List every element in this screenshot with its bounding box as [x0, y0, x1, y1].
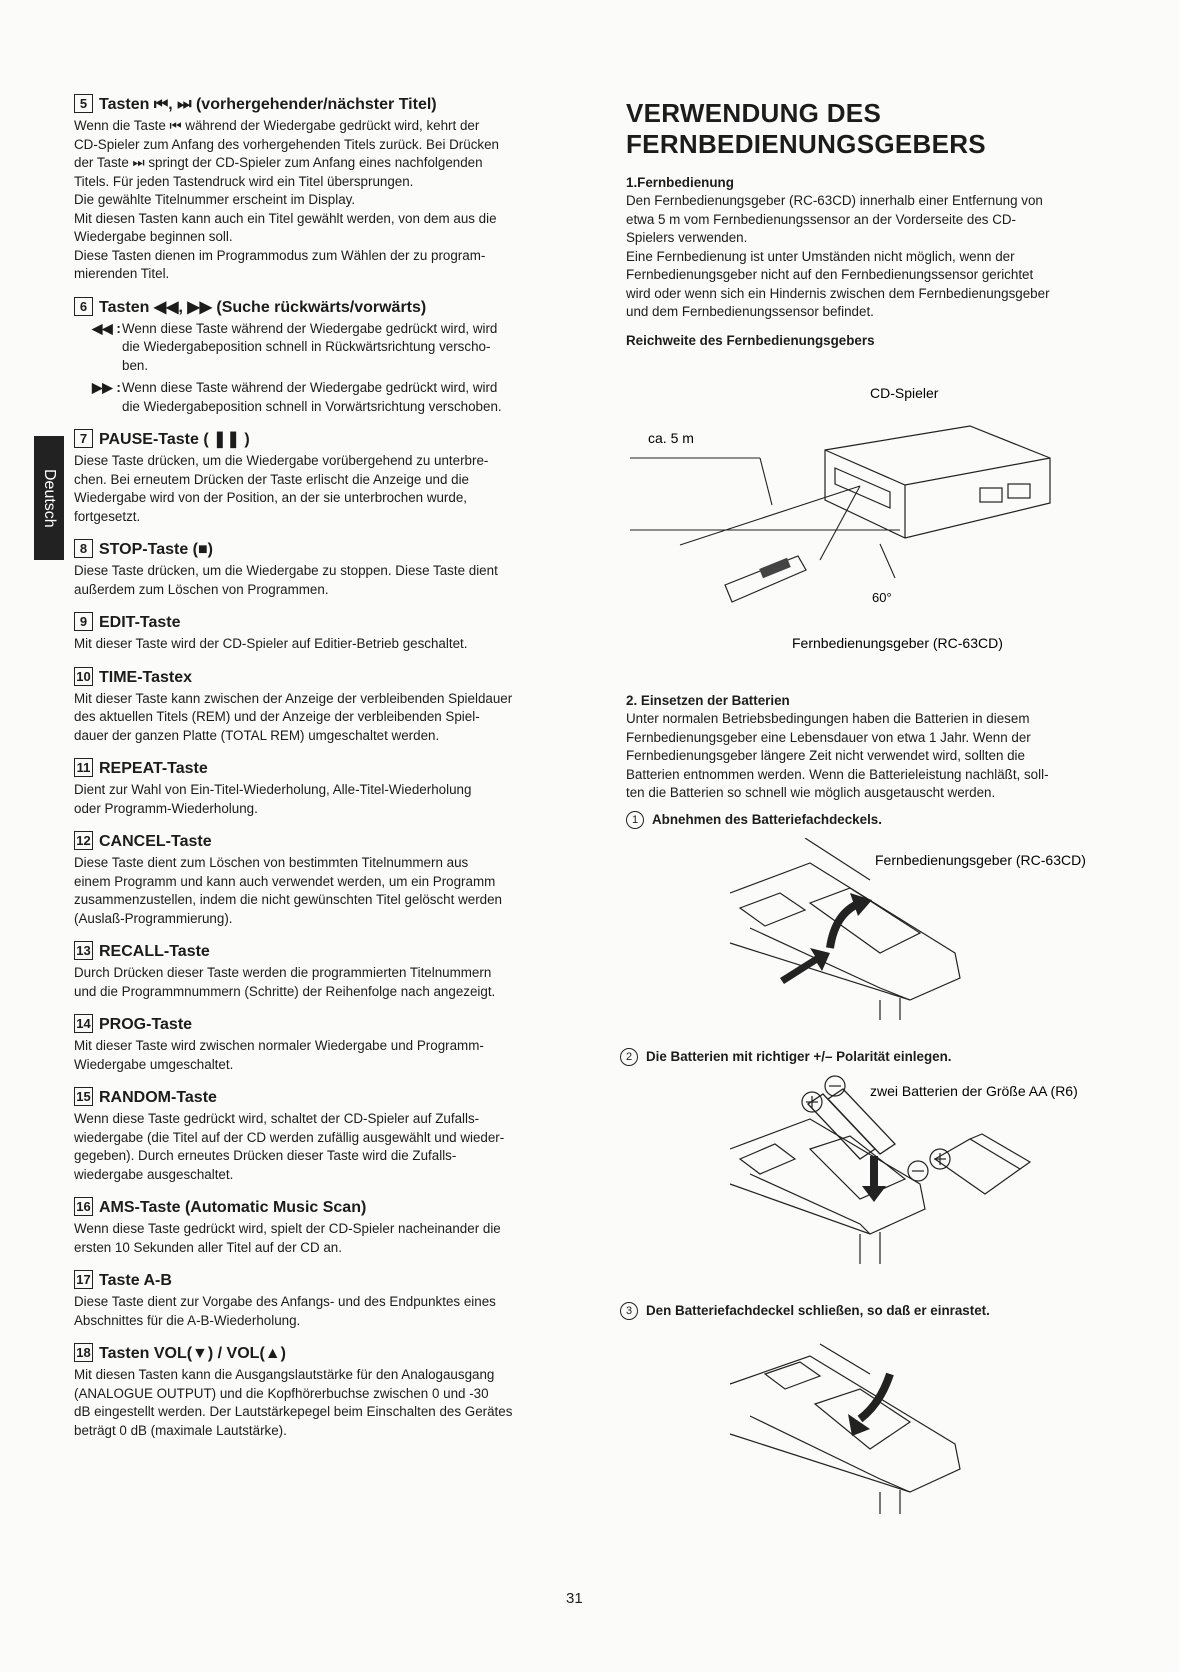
battery-paragraph: Unter normalen Betriebsbedingungen haben die Batterien in diesem Fernbedienungsgeber eine Lebensdauer von etwa 1 Jahr. Wenn der Fernbedienungsgeber längere Zeit nicht verwendet wird, sollten die Batterien entnommen werden. Wenn die Batterieleistung nachläßt, soll- ten die Batterien so schnell wie möglich ausgetauscht werden. [626, 711, 1049, 800]
section-title: Tasten ◀◀, ▶▶ (Suche rückwärts/vorwärts) [99, 298, 427, 316]
section-title: EDIT-Taste [99, 614, 181, 631]
section-body: Dient zur Wahl von Ein-Titel-Wiederholung, Alle-Titel-Wiederholung oder Programm-Wiederholung. [74, 782, 472, 816]
section-body: Diese Taste dient zum Löschen von bestimmten Titelnummern aus einem Programm und kann auch verwendet werden, um ein Programm zusammenzustellen, indem die nicht gewünschten Titel gelöscht werden (Auslaß-Programmierung). [74, 855, 502, 926]
section-body: Mit dieser Taste wird zwischen normaler Wiedergabe und Programm- Wiedergabe umgeschaltet. [74, 1038, 484, 1072]
section-title: RANDOM-Taste [99, 1089, 217, 1106]
section-9 [74, 612, 574, 654]
section-number: 7 [74, 429, 93, 448]
section-title: PROG-Taste [99, 1016, 193, 1033]
step-text: Abnehmen des Batteriefachdeckels. [652, 811, 882, 827]
insert-batteries-figure [720, 1074, 1120, 1264]
section-8 [74, 539, 574, 599]
section-10 [74, 667, 574, 746]
section-number: 9 [74, 612, 93, 631]
section-12 [74, 831, 574, 928]
rewind-text: Wenn diese Taste während der Wiedergabe gedrückt wird, wird die Wiedergabeposition schnell in Rückwärtsrichtung verscho- ben. [122, 320, 498, 373]
cd-player-drawing [825, 426, 1050, 538]
remote-control-icon [725, 556, 806, 602]
lift-arrow-icon [830, 893, 872, 948]
section-body: Wenn diese Taste gedrückt wird, schaltet der CD-Spieler auf Zufalls- wiedergabe (die Titel auf der CD werden zufällig ausgewählt und wieder- gegeben). Durch erneutes Drücken dieser Taste wird die Zufalls- wiedergabe ausgeschaltet. [74, 1111, 505, 1182]
step-number: 3 [620, 1302, 638, 1320]
step-number: 1 [626, 811, 644, 829]
range-lines [630, 458, 900, 578]
section-title: STOP-Taste (■) [99, 541, 213, 558]
section-body: Diese Taste dient zur Vorgabe des Anfangs- und des Endpunktes eines Abschnittes für die A-B-Wiederholung. [74, 1294, 496, 1328]
section-title: PAUSE-Taste ( ❚❚ ) [99, 431, 250, 448]
section-number: 13 [74, 941, 93, 960]
left-column [74, 94, 574, 1453]
battery-section [626, 688, 1120, 829]
section-11 [74, 758, 574, 818]
range-heading: Reichweite des Fernbedienungsgebers [626, 332, 875, 348]
section-body: Diese Taste drücken, um die Wiedergabe zu stoppen. Diese Taste dient außerdem zum Löschen von Programmen. [74, 563, 498, 597]
range-figure [620, 380, 1060, 655]
section-number: 6 [74, 297, 93, 316]
section-body: Mit dieser Taste kann zwischen der Anzeige der verbleibenden Spieldauer des aktuellen Titels (REM) und der Anzeige der verbleibenden Spiel- dauer der ganzen Platte (TOTAL REM) umgeschaltet werden. [74, 690, 513, 743]
section-5 [74, 94, 574, 284]
angle-label: 60° [872, 590, 892, 605]
forward-text: Wenn diese Taste während der Wiedergabe gedrückt wird, wird die Wiedergabeposition schnell in Vorwärtsrichtung verschoben. [122, 380, 502, 414]
section-title: Taste A-B [99, 1272, 172, 1289]
section-body: Wenn diese Taste gedrückt wird, spielt der CD-Spieler nacheinander die ersten 10 Sekunden aller Titel auf der CD an. [74, 1221, 501, 1255]
page-number: 31 [566, 1590, 583, 1607]
section-16 [74, 1197, 574, 1257]
cd-player-label: CD-Spieler [870, 385, 939, 401]
battery-icon [808, 1089, 895, 1159]
section-title: TIME-Tastex [99, 668, 193, 686]
section-title: AMS-Taste (Automatic Music Scan) [99, 1199, 367, 1216]
section-number: 11 [74, 758, 93, 777]
page-title: VERWENDUNG DES FERNBEDIENUNGSGEBERS [626, 98, 986, 159]
step-text: Den Batteriefachdeckel schließen, so daß er einrastet. [646, 1303, 990, 1318]
remote-label: Fernbedienungsgeber (RC-63CD) [875, 852, 1086, 868]
section-number: 18 [74, 1343, 93, 1362]
fast-forward-icon: ▶▶ : [92, 380, 121, 395]
distance-label: ca. 5 m [648, 430, 694, 446]
language-tab: Deutsch [34, 436, 64, 560]
section-title: Tasten ⏮, ⏭ (vorhergehender/nächster Titel) [99, 96, 437, 113]
remote-label: Fernbedienungsgeber (RC-63CD) [792, 635, 1003, 651]
subheading-remote: 1.Fernbedienung [626, 175, 734, 190]
section-number: 10 [74, 667, 93, 686]
section-18 [74, 1343, 574, 1440]
section-number: 17 [74, 1270, 93, 1289]
section-number: 15 [74, 1087, 93, 1106]
remote-drawing [730, 1344, 960, 1514]
close-cover-figure [720, 1334, 1050, 1514]
remove-cover-figure [720, 838, 1120, 1020]
section-title: CANCEL-Taste [99, 833, 212, 850]
section-body: Diese Taste drücken, um die Wiedergabe vorübergehend zu unterbre- chen. Bei erneutem Drücken der Taste erlischt die Anzeige und die Wiedergabe wird von der Position, an der sie unterbrochen wurde, fortgesetzt. [74, 453, 489, 524]
rewind-icon: ◀◀ : [92, 320, 121, 336]
section-number: 14 [74, 1014, 93, 1033]
section-title: RECALL-Taste [99, 943, 210, 960]
remote-paragraph: Den Fernbedienungsgeber (RC-63CD) innerhalb einer Entfernung von etwa 5 m vom Fernbedienungssensor an der Vorderseite des CD- Spielers verwenden. Eine Fernbedienung ist unter Umständen nicht möglich, wenn der Fernbedienungsgeber nicht auf den Fernbedienungssensor gerichtet wird oder wenn sich ein Hindernis zwischen dem Fernbedienungsgeber und dem Fernbedienungssensor befindet. [626, 193, 1050, 319]
section-number: 16 [74, 1197, 93, 1216]
forward-item [92, 379, 574, 416]
right-column [626, 98, 1120, 350]
step-1 [626, 811, 1120, 829]
battery-size-label: zwei Batterien der Größe AA (R6) [870, 1083, 1078, 1099]
step-number: 2 [620, 1048, 638, 1066]
section-17 [74, 1270, 574, 1330]
step-3 [620, 1302, 990, 1320]
section-15 [74, 1087, 574, 1184]
section-14 [74, 1014, 574, 1074]
step-text: Die Batterien mit richtiger +/– Polarität einlegen. [646, 1049, 952, 1064]
section-body: Durch Drücken dieser Taste werden die programmierten Titelnummern und die Programmnummern (Schritte) der Reihenfolge nach angezeigt. [74, 965, 496, 999]
subheading-batteries: 2. Einsetzen der Batterien [626, 693, 790, 708]
rewind-item [92, 320, 574, 376]
section-body: Mit diesen Tasten kann die Ausgangslautstärke für den Analogausgang (ANALOGUE OUTPUT) und die Kopfhörerbuchse zwischen 0 und -30 dB eingestellt werden. Der Lautstärkepegel beim Einschalten des Gerätes beträgt 0 dB (maximale Lautstärke). [74, 1367, 513, 1438]
section-number: 8 [74, 539, 93, 558]
section-title: Tasten VOL(▼) / VOL(▲) [99, 1345, 286, 1362]
section-title: REPEAT-Taste [99, 760, 208, 777]
section-7 [74, 429, 574, 526]
section-body: Mit dieser Taste wird der CD-Spieler auf Editier-Betrieb geschaltet. [74, 636, 468, 651]
section-body: Wenn die Taste ⏮ während der Wiedergabe gedrückt wird, kehrt der CD-Spieler zum Anfang des vorhergehenden Titels zurück. Bei Drücken der Taste ⏭ springt der CD-Spieler zum Anfang eines nachfolgenden Titels. Für jeden Tastendruck wird ein Titel übersprungen. Die gewählte Titelnummer erscheint im Display. Mit diesen Tasten kann auch ein Titel gewählt werden, von dem aus die Wiedergabe beginnen soll. Diese Tasten dienen im Programmodus zum Wählen der zu program- mierenden Titel. [74, 118, 499, 281]
section-6 [74, 297, 574, 417]
step-2 [620, 1048, 951, 1066]
section-number: 5 [74, 94, 93, 113]
section-13 [74, 941, 574, 1001]
section-number: 12 [74, 831, 93, 850]
insert-arrow-icon [862, 1156, 886, 1202]
